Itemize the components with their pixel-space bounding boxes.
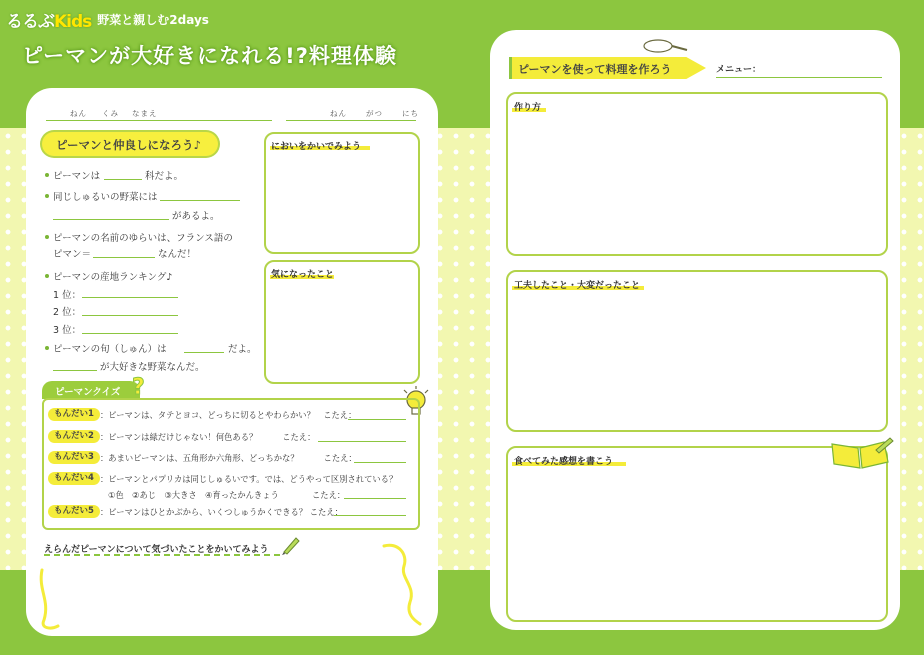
q2-text-a: 同じしゅるいの野菜には xyxy=(53,192,158,203)
series-title: 野菜と親しむ2days xyxy=(97,12,209,27)
q5-text-a: ピーマンの旬（しゅん）は xyxy=(53,344,167,355)
rank-2-line[interactable] xyxy=(82,315,178,316)
rank-2-label: 2 位： xyxy=(53,307,82,318)
bullet xyxy=(45,194,49,198)
quiz-tag-2: もんだい2 xyxy=(48,430,100,443)
rank-1-label: 1 位： xyxy=(53,290,82,301)
page-title: ピーマンが大好きになれる!?料理体験 xyxy=(22,44,397,68)
label-kumi: くみ xyxy=(102,109,119,118)
reflection-decoration xyxy=(36,540,426,630)
brand-header xyxy=(6,6,209,32)
intro-heading: ピーマンと仲良しになろう♪ xyxy=(56,138,201,152)
bullet xyxy=(45,274,49,278)
q2-text-b: があるよ。 xyxy=(172,211,220,222)
q3-text-a: ピーマンの名前のゆらいは、フランス語の xyxy=(53,233,233,244)
quiz-answer-5[interactable] xyxy=(334,515,406,516)
q4-text: ピーマンの産地ランキング♪ xyxy=(53,272,173,283)
notice-label: 気になったこと xyxy=(271,270,335,280)
label-gatsu: がつ xyxy=(366,109,383,118)
q1-answer-line[interactable] xyxy=(104,179,142,180)
svg-text:?: ? xyxy=(132,375,145,400)
steps-label: 作り方 xyxy=(514,103,542,113)
rank-1-line[interactable] xyxy=(82,297,178,298)
effort-label: 工夫したこと・大変だったこと xyxy=(514,281,641,291)
reflection-label: えらんだピーマンについて気づいたことをかいてみよう xyxy=(44,545,269,555)
quiz-answer-3[interactable] xyxy=(354,462,406,463)
name-line[interactable] xyxy=(46,120,272,121)
q3-answer-line[interactable] xyxy=(93,257,155,258)
quiz-heading: ピーマンクイズ xyxy=(55,387,121,398)
bullet xyxy=(45,346,49,350)
date-line[interactable] xyxy=(286,120,416,121)
impression-box[interactable] xyxy=(506,446,888,622)
quiz-question-3: ：あまいピーマンは、五角形か六角形、どっちかな？ こたえ： xyxy=(100,453,357,463)
quiz-tag-5: もんだい5 xyxy=(48,505,100,518)
quiz-question-2: ：ピーマンは緑だけじゃない！何色ある？ こたえ： xyxy=(100,432,316,442)
effort-box[interactable] xyxy=(506,270,888,432)
q3-text-c: なんだ！ xyxy=(158,249,197,260)
q2-answer-line-1[interactable] xyxy=(160,200,240,201)
q5-text-c: が大好きな野菜なんだ。 xyxy=(100,362,205,373)
frying-pan-icon xyxy=(642,36,688,56)
menu-label: メニュー： xyxy=(716,65,762,75)
label-nen-date: ねん xyxy=(330,109,347,118)
smell-label: においをかいでみよう xyxy=(271,142,362,152)
quiz-answer-4[interactable] xyxy=(344,498,406,499)
quiz-tag-3: もんだい3 xyxy=(48,451,100,464)
q5-answer-line-1[interactable] xyxy=(184,352,224,353)
recipe-banner-text: ピーマンを使って料理を作ろう xyxy=(518,63,672,76)
quiz-tag-1: もんだい1 xyxy=(48,408,100,421)
label-namae: なまえ xyxy=(132,109,158,118)
question-mark-icon xyxy=(130,374,150,398)
quiz-answer-1[interactable] xyxy=(348,419,406,420)
rank-3-label: 3 位： xyxy=(53,325,82,336)
bullet xyxy=(45,235,49,239)
q5-answer-line-2[interactable] xyxy=(53,370,97,371)
impression-label: 食べてみた感想を書こう xyxy=(514,457,614,467)
logo: るるぶKids xyxy=(6,11,92,32)
steps-box[interactable] xyxy=(506,92,888,256)
q5-text-b: だよ。 xyxy=(228,344,257,355)
q1-text-a: ピーマンは xyxy=(53,171,101,182)
label-nen: ねん xyxy=(70,109,87,118)
bullet xyxy=(45,173,49,177)
quiz-question-5: ：ピーマンはひとかぶから、いくつしゅうかくできる？ こたえ： xyxy=(100,507,343,517)
menu-line[interactable] xyxy=(716,77,882,78)
q1-text-b: 科だよ。 xyxy=(145,171,184,182)
quiz-question-1: ：ピーマンは、タテとヨコ、どっちに切るとやわらかい？ こたえ： xyxy=(100,410,357,420)
quiz-question-4: ：ピーマンとパプリカは同じしゅるいです。では、どうやって区別されている？ xyxy=(100,474,398,484)
quiz-question-4-options: ①色 ②あじ ③大きさ ④育ったかんきょう こたえ： xyxy=(108,490,346,500)
label-nichi: にち xyxy=(402,109,419,118)
quiz-answer-2[interactable] xyxy=(318,441,406,442)
open-book-icon xyxy=(828,436,894,472)
q2-answer-line-2[interactable] xyxy=(53,219,169,220)
quiz-tag-4: もんだい4 xyxy=(48,472,100,485)
rank-3-line[interactable] xyxy=(82,333,178,334)
q3-text-b: ピマン＝ xyxy=(53,249,92,260)
